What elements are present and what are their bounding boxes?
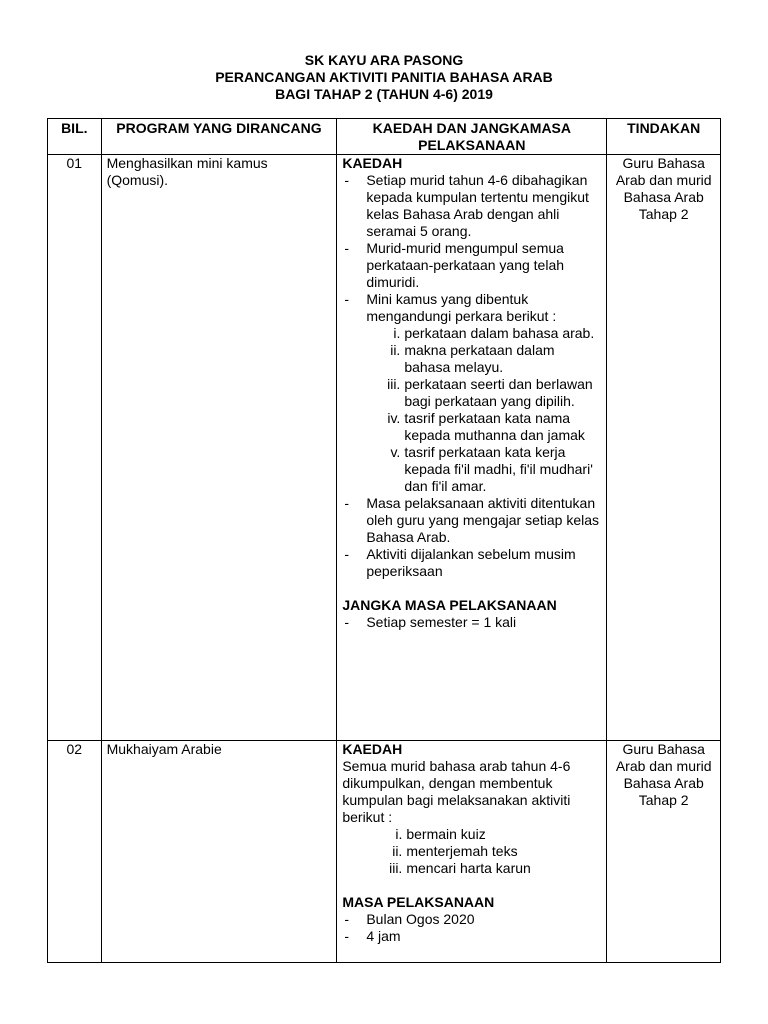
roman-numeral: i.	[395, 826, 403, 842]
roman-numeral: iii.	[389, 860, 403, 876]
roman-numeral: iv.	[387, 410, 401, 426]
header-bil: BIL.	[48, 119, 102, 155]
list-item: - Setiap semester = 1 kali	[342, 614, 601, 631]
roman-text: tasrif perkataan kata kerja kepada fi'il madhi, fi'il mudhari' dan fi'il amar.	[404, 444, 593, 494]
jangka-heading: JANGKA MASA PELAKSANAAN	[342, 597, 557, 613]
kaedah-heading: KAEDAH	[342, 155, 403, 171]
roman-numeral: v.	[390, 444, 401, 460]
row-bil: 01	[48, 155, 102, 741]
row-program: Menghasilkan mini kamus (Qomusi).	[101, 155, 337, 741]
row-bil: 02	[48, 741, 102, 963]
document-subtitle: BAGI TAHAP 2 (TAHUN 4-6) 2019	[275, 86, 493, 102]
list-item: - 4 jam	[342, 928, 601, 945]
table-header-row	[48, 119, 721, 155]
roman-item	[382, 826, 601, 843]
list-item-text: Mini kamus yang dibentuk mengandungi perkara berikut :	[366, 291, 557, 324]
roman-item	[380, 410, 601, 444]
list-item: - Setiap murid tahun 4-6 dibahagikan kepada kumpulan tertentu mengikut kelas Bahasa Arab dengan ahli seramai 5 orang.	[342, 172, 601, 240]
document-title: PERANCANGAN AKTIVITI PANITIA BAHASA ARAB	[215, 69, 553, 85]
roman-text: menterjemah teks	[406, 843, 518, 859]
list-item: - Murid-murid mengumpul semua perkataan-perkataan yang telah dimuridi.	[342, 240, 601, 291]
row-tindakan: Guru Bahasa Arab dan murid Bahasa Arab Tahap 2	[607, 741, 721, 963]
roman-text: bermain kuiz	[406, 826, 486, 842]
roman-item	[380, 325, 601, 342]
list-item: - Bulan Ogos 2020	[342, 911, 601, 928]
masa-heading: MASA PELAKSANAAN	[342, 894, 495, 910]
table-row	[48, 741, 721, 963]
roman-list	[366, 325, 601, 495]
kaedah-paragraph: Semua murid bahasa arab tahun 4-6 dikumpulkan, dengan membentuk kumpulan bagi melaksanakan aktiviti berikut :	[342, 758, 571, 825]
roman-numeral: ii.	[390, 342, 401, 358]
kaedah-heading: KAEDAH	[342, 741, 403, 757]
row-kaedah	[337, 741, 607, 963]
roman-item	[382, 860, 601, 877]
roman-list	[342, 826, 601, 877]
roman-text: mencari harta karun	[406, 860, 531, 876]
roman-numeral: i.	[393, 325, 401, 341]
kaedah-list	[342, 172, 601, 580]
header-tindakan: TINDAKAN	[607, 119, 721, 155]
list-item: - Masa pelaksanaan aktiviti ditentukan oleh guru yang mengajar setiap kelas Bahasa Arab.	[342, 495, 601, 546]
roman-item	[380, 342, 601, 376]
roman-item	[380, 376, 601, 410]
row-kaedah	[337, 155, 607, 741]
roman-text: tasrif perkataan kata nama kepada muthanna dan jamak	[404, 410, 585, 443]
roman-numeral: ii.	[392, 843, 403, 859]
list-item: - Aktiviti dijalankan sebelum musim peperiksaan	[342, 546, 601, 580]
jangka-list	[342, 614, 601, 631]
roman-text: makna perkataan dalam bahasa melayu.	[404, 342, 555, 375]
row-tindakan: Guru Bahasa Arab dan murid Bahasa Arab Tahap 2	[607, 155, 721, 741]
roman-numeral: iii.	[387, 376, 401, 392]
masa-list	[342, 911, 601, 945]
document-header	[0, 52, 768, 103]
row-program: Mukhaiyam Arabie	[101, 741, 337, 963]
roman-text: perkataan dalam bahasa arab.	[404, 325, 595, 341]
table-row	[48, 155, 721, 741]
roman-text: perkataan seerti dan berlawan bagi perkataan yang dipilih.	[404, 376, 593, 409]
header-program: PROGRAM YANG DIRANCANG	[101, 119, 337, 155]
school-name: SK KAYU ARA PASONG	[304, 52, 464, 68]
header-kaedah: KAEDAH DAN JANGKAMASA PELAKSANAAN	[337, 119, 607, 155]
roman-item	[380, 444, 601, 495]
list-item	[342, 291, 601, 495]
activity-plan-table	[47, 118, 721, 963]
roman-item	[382, 843, 601, 860]
